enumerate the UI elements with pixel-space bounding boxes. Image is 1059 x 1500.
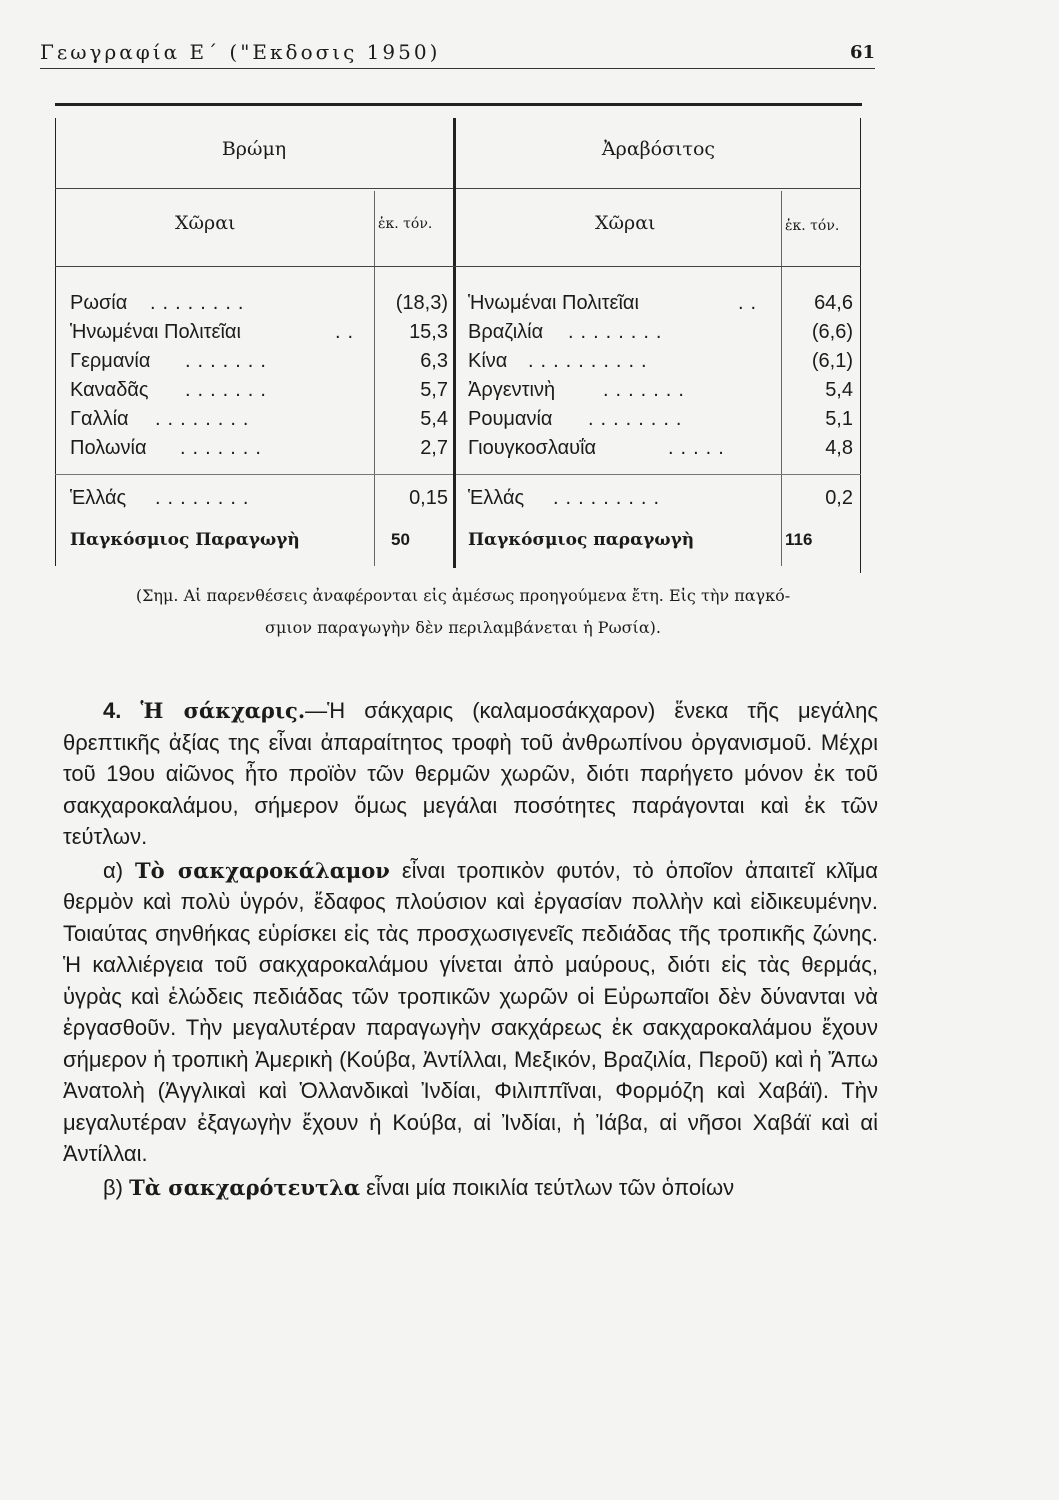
data-end-rule-left: [55, 474, 453, 475]
table-note: [48, 580, 878, 644]
maize-country: Ἀργεντινὴ: [468, 379, 556, 401]
title-rule: [55, 188, 453, 189]
paragraph-a: [63, 855, 878, 1170]
section-text: —Ἡ σάκχαρις (καλαμοσάκχαρον) ἕνεκα τῆς μεγάλης θρεπτικῆς ἀξίας της εἶναι ἀπαραίτητος τροφὴ τοῦ ἀνθρωπίνου ὀργανισμοῦ. Μέχρι τοῦ 19ου αἰῶνος ἦτο προϊὸν τῶν θερμῶν χωρῶν, διότι παρήγετο μόνον ἐκ τοῦ σακχαροκαλάμου, σήμερον ὅμως μεγάλαι ποσότητες παράγονται καὶ ἐκ τῶν τεύτλων.: [63, 698, 878, 849]
wheat-country-header: Χῶραι: [175, 212, 236, 234]
running-title: Γεωγραφία Ε΄ ("Εκδοσις 1950): [40, 40, 441, 64]
table-right-border: [860, 118, 861, 573]
leader-dots: .......: [185, 350, 273, 372]
maize-total-label: Παγκόσμιος παραγωγὴ: [468, 530, 695, 550]
maize-group-title: Ἀραβόσιτος: [601, 138, 716, 160]
para-a-text: εἶναι τροπικὸν φυτόν, τὸ ὁποῖον ἀπαιτεῖ κλῖμα θερμὸν καὶ πολὺ ὑγρόν, ἔδαφος πλούσιον καὶ ἐργασίαν πολλὴν καὶ εἰδικευμένην. Τοιαύτας σηνθήκας εὑρίσκει εἰς τὰς προσχωσιγενεῖς πεδιάδας τῆς τροπικῆς ζώνης. Ἡ καλλιέργεια τοῦ σακχαροκαλάμου γίνεται ἀπὸ μαύρους, διότι εἰς τὰς θερμάς, ὑγρὰς καὶ ἑλώδεις πεδιάδας τῶν τροπικῶν χωρῶν οἱ Εὐρωπαῖοι δὲν δύνανται νὰ ἐργασθοῦν. Τὴν μεγαλυτέραν παραγωγὴν σακχάρεως ἐκ σακχαροκαλάμου ἔχουν σήμερον ἡ τροπικὴ Ἀμερικὴ (Κούβα, Ἀντίλλαι, Μεξικόν, Βραζιλία, Περοῦ) καὶ ἡ Ἄπω Ἀνατολὴ (Ἀγγλικαὶ καὶ Ὁλλανδικαὶ Ἰνδίαι, Φιλιππῖναι, Φορμόζη καὶ Χαβάϊ). Τὴν μεγαλυτέραν ἐξαγωγὴν ἔχουν ἡ Κούβα, αἱ Ἰνδίαι, ἡ Ἰάβα, αἱ νῆσοι Χαβάϊ καὶ αἱ Ἀντίλλαι.: [63, 857, 878, 1166]
production-table: [55, 103, 862, 571]
title-rule-right: [456, 188, 861, 189]
leader-dots: .........: [553, 487, 667, 509]
table-row: [468, 292, 853, 318]
table-row: [468, 437, 853, 463]
maize-value: (6,6): [811, 321, 853, 343]
wheat-greece-value: 0,15: [409, 487, 448, 509]
maize-country: Βραζιλία: [468, 321, 544, 343]
wheat-total-label: Παγκόσμιος Παραγωγὴ: [70, 530, 300, 550]
maize-value: 4,8: [825, 437, 853, 459]
body-text: [63, 695, 878, 1203]
wheat-value: 15,3: [409, 321, 448, 343]
note-line-2: σμιον παραγωγὴν δὲν περιλαμβάνεται ἡ Ρωσία).: [265, 618, 661, 637]
paragraph-b: [63, 1172, 878, 1204]
table-center-divider: [453, 118, 456, 568]
leader-dots: .......: [185, 379, 273, 401]
wheat-value: (18,3): [395, 292, 448, 314]
para-a-label: α): [103, 857, 124, 883]
wheat-country: Γαλλία: [70, 408, 129, 430]
table-row: [468, 379, 853, 405]
maize-value: 5,4: [825, 379, 853, 401]
section-heading: Ἡ σάκχαρις.: [140, 698, 306, 723]
maize-country: Γιουγκοσλαυΐα: [468, 437, 597, 459]
section-number: 4.: [103, 698, 122, 723]
leader-dots: ........: [155, 408, 256, 430]
table-row: [70, 487, 448, 513]
table-row: [70, 437, 448, 463]
para-b-label: β): [103, 1174, 123, 1200]
maize-country: Ἡνωμέναι Πολιτεῖαι: [468, 292, 639, 314]
wheat-unit-header: ἑκ. τόν.: [378, 216, 433, 232]
maize-total-value: 116: [785, 530, 813, 549]
wheat-country: Πολωνία: [70, 437, 147, 459]
wheat-value: 6,3: [420, 350, 448, 372]
wheat-country: Καναδᾶς: [70, 379, 149, 401]
leader-dots: ........: [568, 321, 669, 343]
maize-value: 64,6: [814, 292, 853, 314]
leader-dots: ........: [155, 487, 256, 509]
para-b-heading: Τὰ σακχαρότευτλα: [129, 1174, 361, 1200]
maize-country: Κίνα: [468, 350, 508, 372]
note-line-1: (Σημ. Αἱ παρενθέσεις ἀναφέρονται εἰς ἀμέσως προηγούμενα ἔτη. Εἰς τὴν παγκό-: [135, 586, 791, 605]
maize-country: Ρουμανία: [468, 408, 553, 430]
para-b-text: εἶναι μία ποικιλία τεύτλων τῶν ὁποίων: [366, 1174, 735, 1200]
wheat-group-title: Βρώμη: [221, 138, 287, 160]
table-left-border: [55, 118, 56, 566]
page-number: 61: [849, 42, 875, 63]
header-rule: [40, 68, 875, 69]
leader-dots: .....: [668, 437, 731, 459]
maize-value: 5,1: [825, 408, 853, 430]
table-row: [70, 321, 448, 347]
table-row: [70, 408, 448, 434]
wheat-country: Γερμανία: [70, 350, 151, 372]
maize-value: (6,1): [811, 350, 853, 372]
leader-dots: ........: [150, 292, 251, 314]
leader-dots: ..: [335, 321, 361, 343]
table-row: [70, 292, 448, 318]
maize-greece: Ἑλλάς: [468, 487, 525, 509]
para-a-heading: Τὸ σακχαροκάλαμον: [135, 857, 390, 883]
table-row: [468, 321, 853, 347]
table-row: [468, 350, 853, 376]
wheat-value: 5,7: [420, 379, 448, 401]
maize-unit-header: ἑκ. τόν.: [785, 218, 840, 234]
maize-country-header: Χῶραι: [595, 212, 656, 234]
leader-dots: ..: [738, 292, 764, 314]
leader-dots: .......: [180, 437, 268, 459]
table-row: [468, 487, 853, 513]
page-header: [40, 40, 875, 70]
wheat-total-value: 50: [391, 530, 410, 549]
wheat-country: Ἡνωμέναι Πολιτεῖαι: [70, 321, 241, 343]
table-row: [70, 379, 448, 405]
section-paragraph: [63, 695, 878, 853]
header-rule-row: [55, 266, 861, 267]
table-row: [70, 350, 448, 376]
wheat-country: Ρωσία: [70, 292, 128, 314]
wheat-value: 2,7: [420, 437, 448, 459]
leader-dots: ..........: [528, 350, 654, 372]
wheat-greece: Ἑλλάς: [70, 487, 127, 509]
leader-dots: ........: [588, 408, 689, 430]
data-end-rule-right: [456, 474, 861, 475]
wheat-value: 5,4: [420, 408, 448, 430]
table-row: [468, 408, 853, 434]
leader-dots: .......: [603, 379, 691, 401]
maize-greece-value: 0,2: [825, 487, 853, 509]
